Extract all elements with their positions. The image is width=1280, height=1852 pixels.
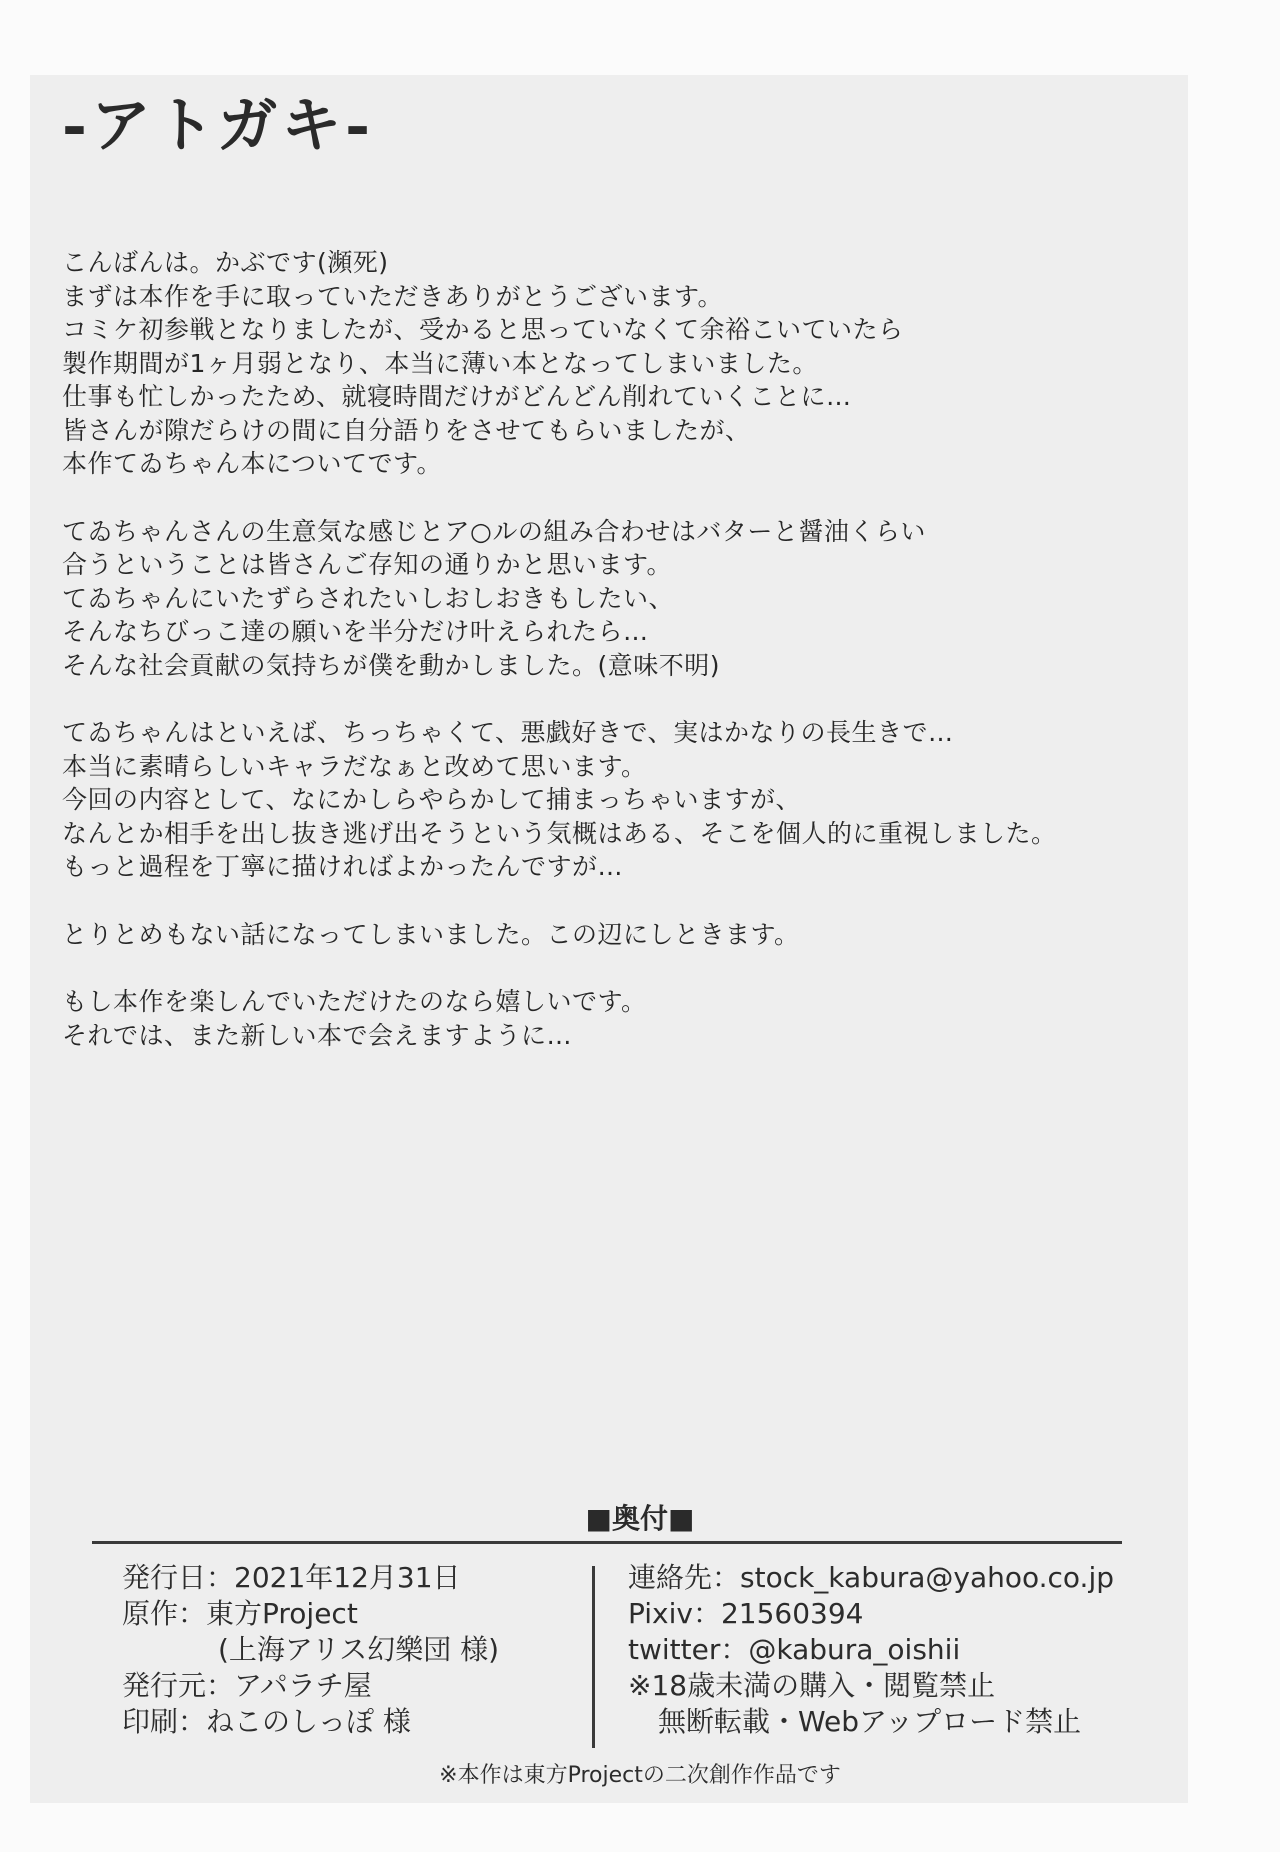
text-line: てゐちゃんさんの生意気な感じとア○ルの組み合わせはバターと醤油くらい [62, 516, 926, 546]
age-restriction-notice: ※18歳未満の購入・閲覧禁止 [628, 1669, 996, 1702]
text-line: てゐちゃんにいたずらされたいしおしおきもしたい、 [62, 583, 675, 613]
text-line: それでは、また新しい本で会えますように… [62, 1020, 573, 1050]
publisher: 発行元：アパラチ屋 [122, 1669, 372, 1702]
text-line: そんなちびっこ達の願いを半分だけ叶えられたら… [62, 617, 649, 646]
text-line: なんとか相手を出し抜き逃げ出そうという気概はある、そこを個人的に重視しました。 [62, 818, 1057, 848]
contact-email: 連絡先：stock_kabura@yahoo.co.jp [628, 1561, 1115, 1594]
text-line: 今回の内容として、なにかしらやらかして捕まっちゃいますが、 [62, 785, 802, 814]
original-work: 原作：東方Project [122, 1597, 358, 1630]
colophon-right-column [628, 1560, 1188, 1740]
paragraph [62, 985, 1162, 1052]
publish-date: 発行日：2021年12月31日 [122, 1561, 461, 1594]
page-title: -アトガキ- [62, 91, 375, 161]
text-line: もっと過程を丁寧に描ければよかったんですが… [62, 852, 624, 881]
text-line: 合うということは皆さんご存知の通りかと思います。 [62, 550, 673, 579]
text-line: 皆さんが隙だらけの間に自分語りをさせてもらいましたが、 [62, 415, 751, 445]
reproduction-notice: 無断転載・Webアップロード禁止 [658, 1705, 1082, 1738]
paragraph [62, 716, 1162, 884]
text-line: 仕事も忙しかったため、就寝時間だけがどんどん削れていくことに… [62, 382, 852, 411]
text-line: 本作てゐちゃん本についてです。 [62, 449, 443, 478]
text-line: コミケ初参戦となりましたが、受かると思っていなくて余裕こいていたら [62, 315, 904, 344]
text-line: とりとめもない話になってしまいました。この辺にしときます。 [62, 919, 800, 949]
original-work-owner: (上海アリス幻樂団 様) [218, 1633, 500, 1666]
text-line: てゐちゃんはといえば、ちっちゃくて、悪戯好きで、実はかなりの長生きで… [62, 718, 954, 747]
fan-work-notice: ※本作は東方Projectの二次創作作品です [439, 1763, 841, 1788]
text-line: こんばんは。かぶです(瀕死) [62, 248, 389, 277]
text-line: 本当に素晴らしいキャラだなぁと改めて思います。 [62, 751, 647, 781]
colophon-divider [92, 1541, 1122, 1544]
afterword-body [62, 246, 1162, 1086]
text-line: もし本作を楽しんでいただけたのなら嬉しいです。 [62, 987, 647, 1016]
colophon-left-column [122, 1560, 592, 1740]
text-line: そんな社会貢献の気持ちが僕を動かしました。(意味不明) [62, 650, 721, 680]
twitter-handle: twitter：@kabura_oishii [628, 1633, 961, 1666]
colophon-heading: ■奥付■ [585, 1502, 695, 1535]
text-line: まずは本作を手に取っていただきありがとうございます。 [62, 281, 724, 311]
printer: 印刷：ねこのしっぽ 様 [122, 1705, 411, 1738]
paragraph [62, 515, 1162, 683]
text-line: 製作期間が1ヶ月弱となり、本当に薄い本となってしまいました。 [62, 348, 818, 378]
paragraph [62, 918, 1162, 952]
pixiv-id: Pixiv：21560394 [628, 1597, 864, 1630]
paragraph [62, 246, 1162, 481]
colophon-column-separator [592, 1566, 595, 1748]
